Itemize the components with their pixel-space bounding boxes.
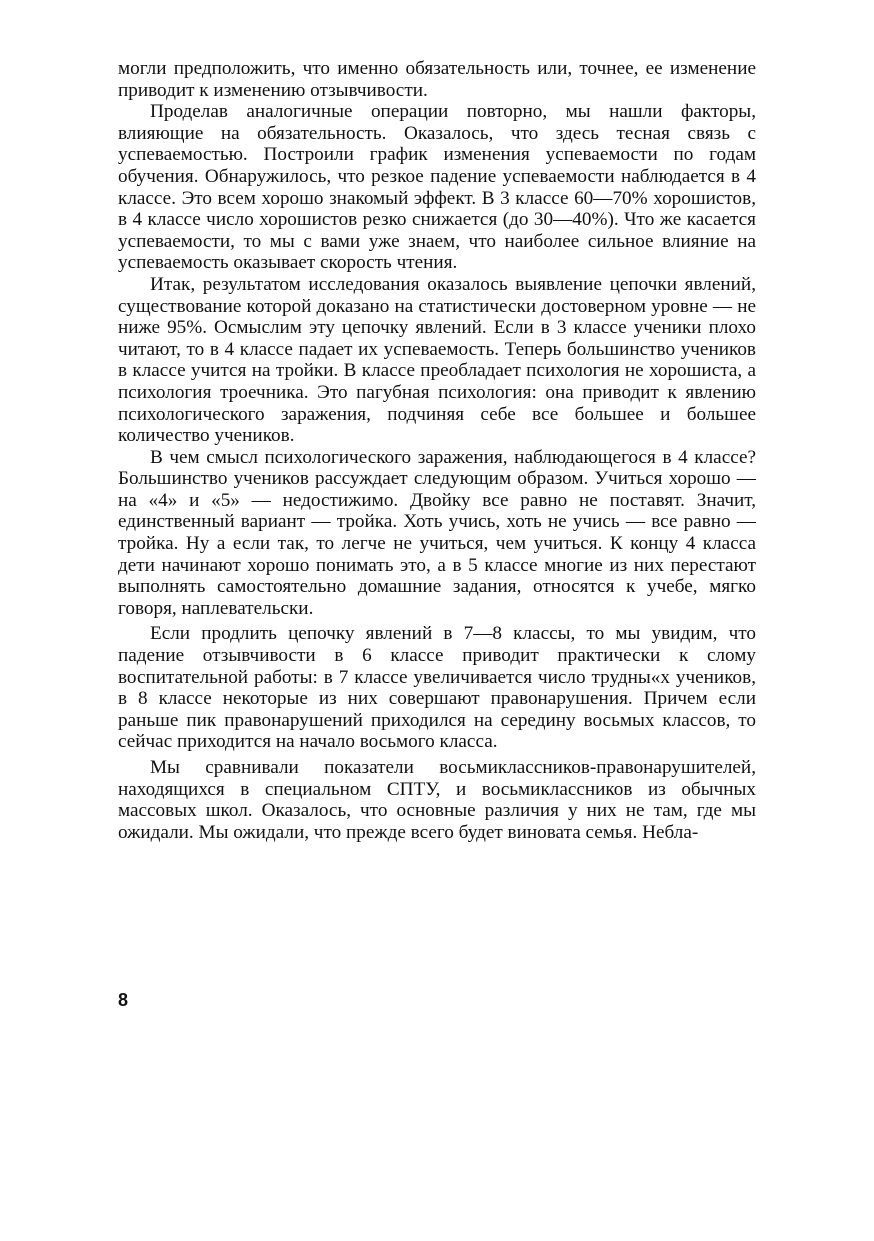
- paragraph-comparison: Мы сравнивали показатели восьмиклассников-правонарушителей, находящихся в специальном СПТУ, и восьмиклассников из обычных массовых школ. Оказалось, что основные различия у них не там, где мы ожидали. Мы ожидали, что прежде всего будет виновата семья. Небла-: [118, 757, 756, 843]
- page-body: [118, 58, 756, 843]
- paragraph-grades-7-8: Если продлить цепочку явлений в 7—8 классы, то мы увидим, что падение отзывчивости в 6 классе приводит практически к слому воспитательной работы: в 7 классе увеличивается число трудны«х учеников, в 8 классе некоторые из них совершают правонарушения. Причем если раньше пик правонарушений приходился на середину восьмых классов, то сейчас приходится на начало восьмого класса.: [118, 623, 756, 753]
- paragraph-continuation: могли предположить, что именно обязательность или, точнее, ее изменение приводит к изменению отзывчивости.: [118, 58, 756, 101]
- paragraph-psychological-contagion: В чем смысл психологического заражения, наблюдающегося в 4 классе? Большинство учеников рассуждает следующим образом. Учиться хорошо — на «4» и «5» — недостижимо. Двойку все равно не поставят. Значит, единственный вариант — тройка. Хоть учись, хоть не учись — все равно — тройка. Ну а если так, то легче не учиться, чем учиться. К концу 4 класса дети начинают хорошо понимать это, а в 5 классе многие из них перестают выполнять самостоятельно домашние задания, относятся к учебе, мягко говоря, наплевательски.: [118, 446, 756, 619]
- paragraph-performance: Проделав аналогичные операции повторно, мы нашли факторы, влияющие на обязательность. Оказалось, что здесь тесная связь с успеваемостью. Построили график изменения успеваемости по годам обучения. Обнаружилось, что резкое падение успеваемости наблюдается в 4 классе. Это всем хорошо знакомый эффект. В 3 классе 60—70% хорошистов, в 4 классе число хорошистов резко снижается (до 30—40%). Что же касается успеваемости, то мы с вами уже знаем, что наиболее сильное влияние на успеваемость оказывает скорость чтения.: [118, 101, 756, 274]
- page-number: 8: [118, 990, 129, 1010]
- paragraph-chain-of-events: Итак, результатом исследования оказалось выявление цепочки явлений, существование которой доказано на статистически достоверном уровне — не ниже 95%. Осмыслим эту цепочку явлений. Если в 3 классе ученики плохо читают, то в 4 классе падает их успеваемость. Теперь большинство учеников в классе учится на тройки. В классе преобладает психология не хорошиста, а психология троечника. Это пагубная психология: она приводит к явлению психологического заражения, подчиняя себе все большее и большее количество учеников.: [118, 273, 756, 447]
